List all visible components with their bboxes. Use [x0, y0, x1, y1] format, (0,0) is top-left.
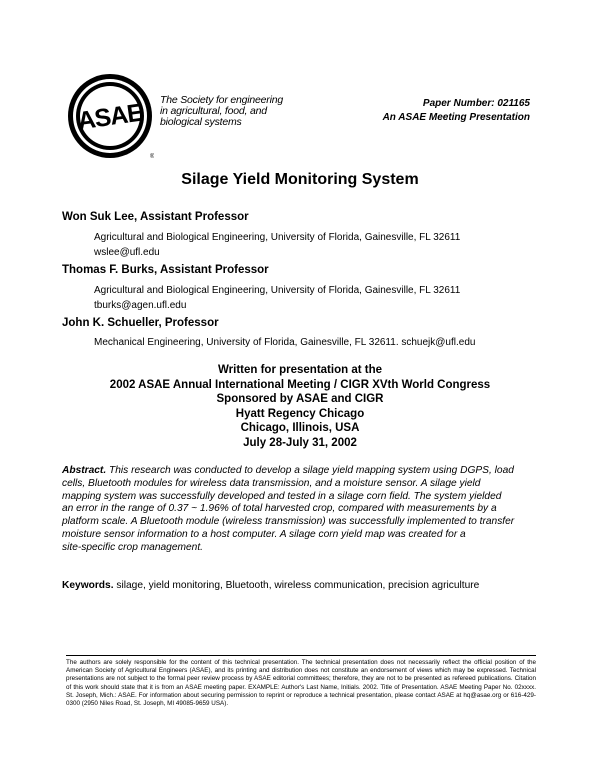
author-name-2: Thomas F. Burks, Assistant Professor [62, 264, 269, 276]
abstract-line-4: an error in the range of 0.37 ~ 1.96% of total harvested crop, compared with measurements by a [62, 503, 497, 515]
abstract-label: Abstract. [62, 465, 107, 476]
presentation-line-1: Written for presentation at the [218, 364, 382, 376]
keywords [62, 580, 479, 591]
presentation-line-5: Chicago, Illinois, USA [240, 422, 360, 434]
footer-disclaimer: The authors are solely responsible for the content of this technical presentation. The technical presentation does not necessarily reflect the official position of the American Society of Agricultural Engineers (ASAE), and its printing and distribution does not constitute an endorsement of views which may be expressed. Technical presentations are not subject to the formal peer review process by ASAE editorial committees; therefore, they are not to be presented as refereed publications. Citation of this work should state that it is from an ASAE meeting paper. EXAMPLE: Author's Last Name, Initials. 2002. Title of Presentation. ASAE Meeting Paper No. 02xxxx. St. Joseph, Mich.: ASAE. For information about securing permission to reprint or reproduce a technical presentation, please contact ASAE at hq@asae.org or 616-429-0300 (2950 Niles Road, St. Joseph, MI 49085-9659 USA). [66, 655, 536, 708]
author-affiliation-2-text: Agricultural and Biological Engineering, University of Florida, Gainesville, FL 32611 [94, 285, 461, 296]
abstract-line-1: This research was conducted to develop a silage yield mapping system using DGPS, load [109, 465, 514, 476]
paper-info [383, 97, 530, 125]
paper-type: An ASAE Meeting Presentation [382, 112, 530, 123]
keywords-label: Keywords. [62, 580, 114, 591]
paper-number: Paper Number: 021165 [422, 98, 530, 109]
svg-text:ASAE: ASAE [75, 98, 145, 136]
author-name-1: Won Suk Lee, Assistant Professor [62, 211, 249, 223]
abstract [62, 465, 542, 555]
author-affiliation-2 [94, 283, 460, 313]
society-line-3: biological systems [160, 116, 242, 128]
author-email-2: tburks@agen.ufl.edu [94, 300, 187, 311]
presentation-line-2: 2002 ASAE Annual International Meeting / CIGR XVth World Congress [109, 378, 491, 391]
author-affiliation-1 [94, 230, 460, 260]
presentation-line-3: Sponsored by ASAE and CIGR [216, 393, 384, 405]
abstract-line-7: site-specific crop management. [62, 541, 203, 553]
presentation-line-4: Hyatt Regency Chicago [235, 407, 365, 420]
author-email-1: wslee@ufl.edu [94, 247, 160, 258]
abstract-line-3: mapping system was successfully developed and tested in a silage corn field. The system yielded [62, 490, 502, 502]
svg-text:®: ® [150, 154, 154, 160]
author-affiliation-3-text: Mechanical Engineering, University of Florida, Gainesville, FL 32611. schuejk@ufl.edu [94, 337, 476, 348]
paper-title: Silage Yield Monitoring System [181, 171, 419, 188]
keywords-text: silage, yield monitoring, Bluetooth, wireless communication, precision agriculture [116, 580, 480, 591]
author-affiliation-3 [94, 335, 475, 350]
abstract-line-5: platform scale. A Bluetooth module (wireless transmission) was successfully implemented to transfer [62, 516, 515, 528]
abstract-line-2: cells, Bluetooth modules for wireless data transmission, and a moisture sensor. A silage yield [62, 477, 481, 489]
author-name-3: John K. Schueller, Professor [62, 317, 219, 329]
society-tagline [160, 95, 320, 128]
society-line-1: The Society for engineering [160, 94, 284, 106]
presentation-line-6: July 28-July 31, 2002 [243, 436, 357, 449]
asae-logo [66, 72, 154, 160]
author-affiliation-1-text: Agricultural and Biological Engineering, University of Florida, Gainesville, FL 32611 [94, 232, 461, 243]
society-line-2: in agricultural, food, and [160, 105, 267, 117]
abstract-line-6: moisture sensor information to a host computer. A silage corn yield map was created for a [62, 528, 466, 540]
presentation-info [0, 363, 600, 450]
